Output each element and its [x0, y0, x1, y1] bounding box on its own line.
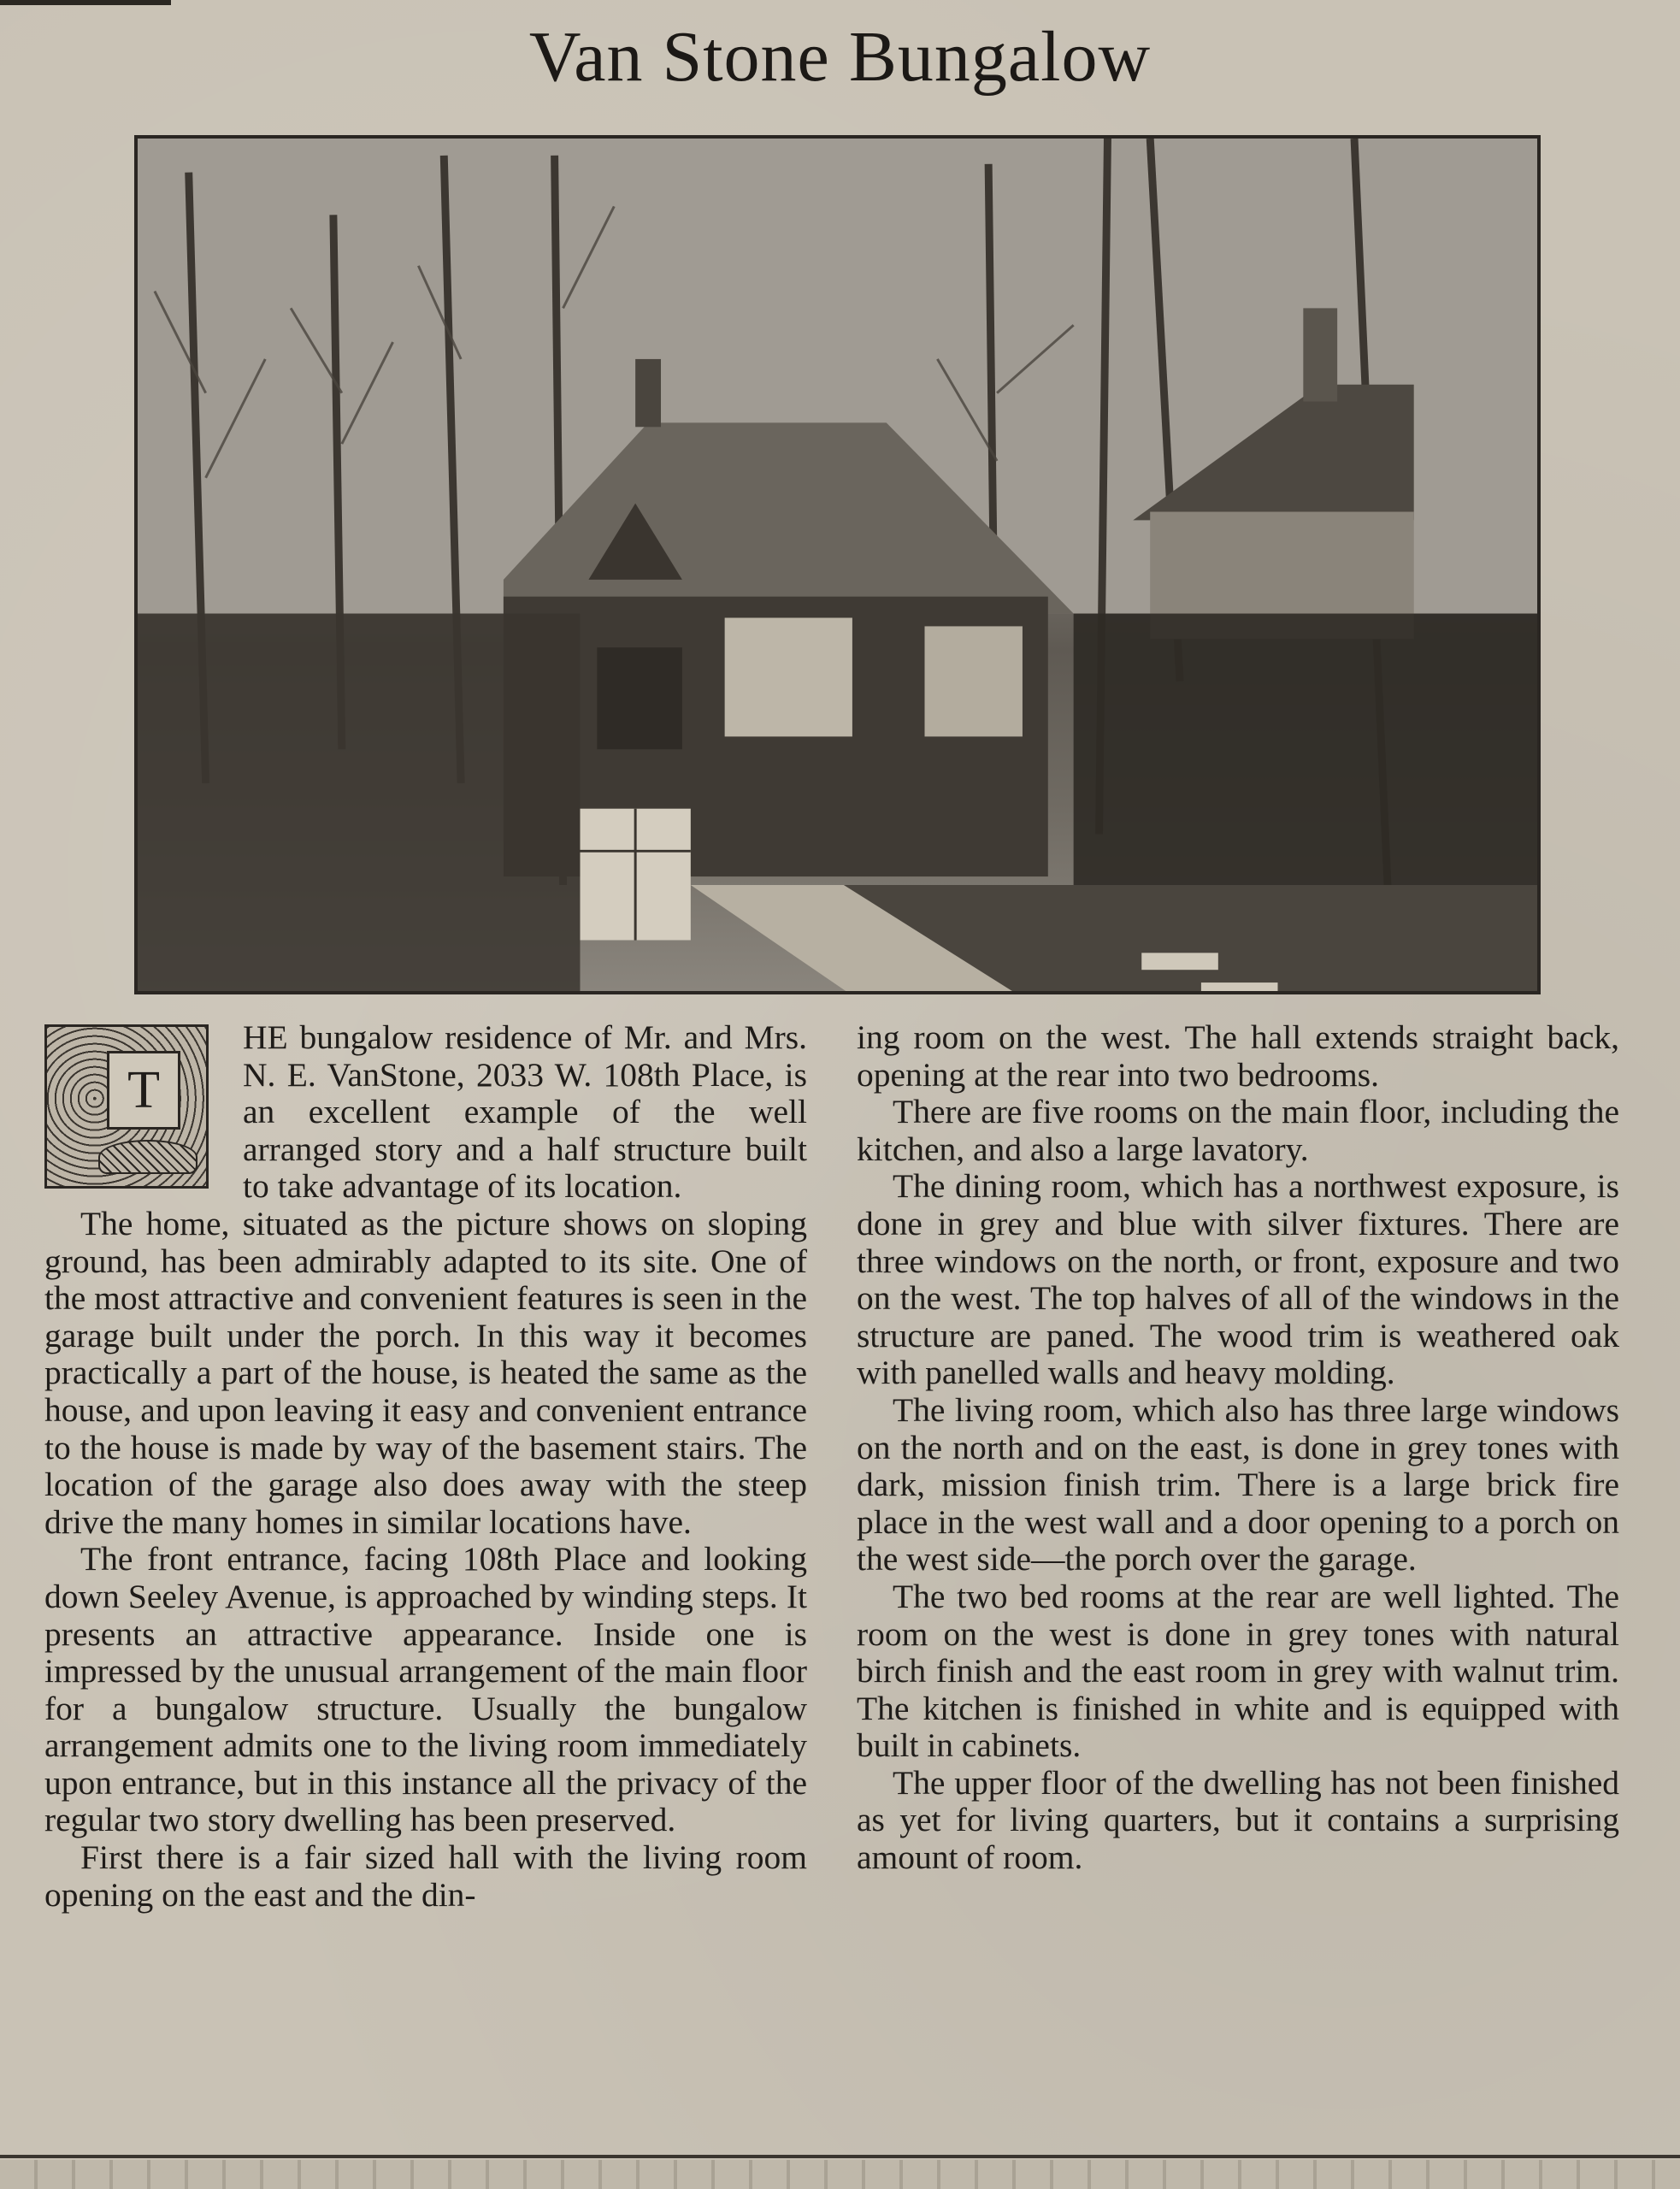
photo-illustration: [138, 139, 1537, 991]
paragraph-entrance: The front entrance, facing 108th Place and looking down Seeley Avenue, is approached by winding steps. It presents an attractive appearance. Inside one is impressed by the unusual arrangement of the main floor for a bungalow structure. Usually the bungalow arrangement admits one to the living room immediately upon entrance, but in this instance all the privacy of the regular two story dwelling has been preserved.: [44, 1540, 807, 1839]
article-body: [44, 1019, 1635, 2148]
bungalow-house-photo: [134, 135, 1541, 994]
paragraph-bedrooms: The two bed rooms at the rear are well lighted. The room on the west is done in grey tones with natural birch finish and the east room in grey with walnut trim. The kitchen is finished in white and is equipped with built in cabinets.: [857, 1577, 1619, 1765]
bottom-rule: [0, 2155, 1680, 2158]
paragraph-site: The home, situated as the picture shows on sloping ground, has been admirably adapted to its site. One of the most attractive and convenient features is seen in the garage built under the porch. In this way it becomes practically a part of the house, is heated the same as the house, and upon leaving it easy and convenient entrance to the house is made by way of the basement stairs. The location of the garage also does away with the steep drive the many homes in similar locations have.: [44, 1204, 807, 1541]
paragraph-hall-continued: ing room on the west. The hall extends straight back, opening at the rear into two bedrooms.: [857, 1018, 1619, 1094]
ornamental-drop-cap-icon: [44, 1024, 209, 1189]
paragraph-dining-room: The dining room, which has a northwest exposure, is done in grey and blue with silver fixtures. There are three windows on the north, or front, exposure and two on the west. The top halves of all of the windows in the structure are paned. The wood trim is weathered oak with panelled walls and heavy molding.: [857, 1167, 1619, 1392]
paragraph-upper-floor: The upper floor of the dwelling has not been finished as yet for living quarters, but it contains a surprising amount of room.: [857, 1763, 1619, 1877]
paragraph-living-room: The living room, which also has three large windows on the north and on the east, is done in grey tones with dark, mission finish trim. There is a large brick fire place in the west wall and a door opening to a porch on the west side—the porch over the garage.: [857, 1390, 1619, 1578]
next-article-edge: [0, 2160, 1680, 2189]
drop-cap-letter: T: [107, 1051, 180, 1130]
left-column: [44, 1019, 807, 1914]
paragraph-hall: First there is a fair sized hall with the living room opening on the east and the din-: [44, 1838, 807, 1914]
top-rule: [0, 0, 171, 5]
article-title: Van Stone Bungalow: [528, 17, 1152, 97]
right-column: [857, 1019, 1619, 1877]
paragraph-rooms: There are five rooms on the main floor, including the kitchen, and also a large lavatory.: [857, 1093, 1619, 1168]
paragraph-intro: HE bungalow residence of Mr. and Mrs. N. E. VanStone, 2033 W. 108th Place, is an excellent example of the well arranged story and a half structure built to take advantage of its location.: [243, 1018, 807, 1206]
basket-ornament-icon: [98, 1140, 197, 1174]
